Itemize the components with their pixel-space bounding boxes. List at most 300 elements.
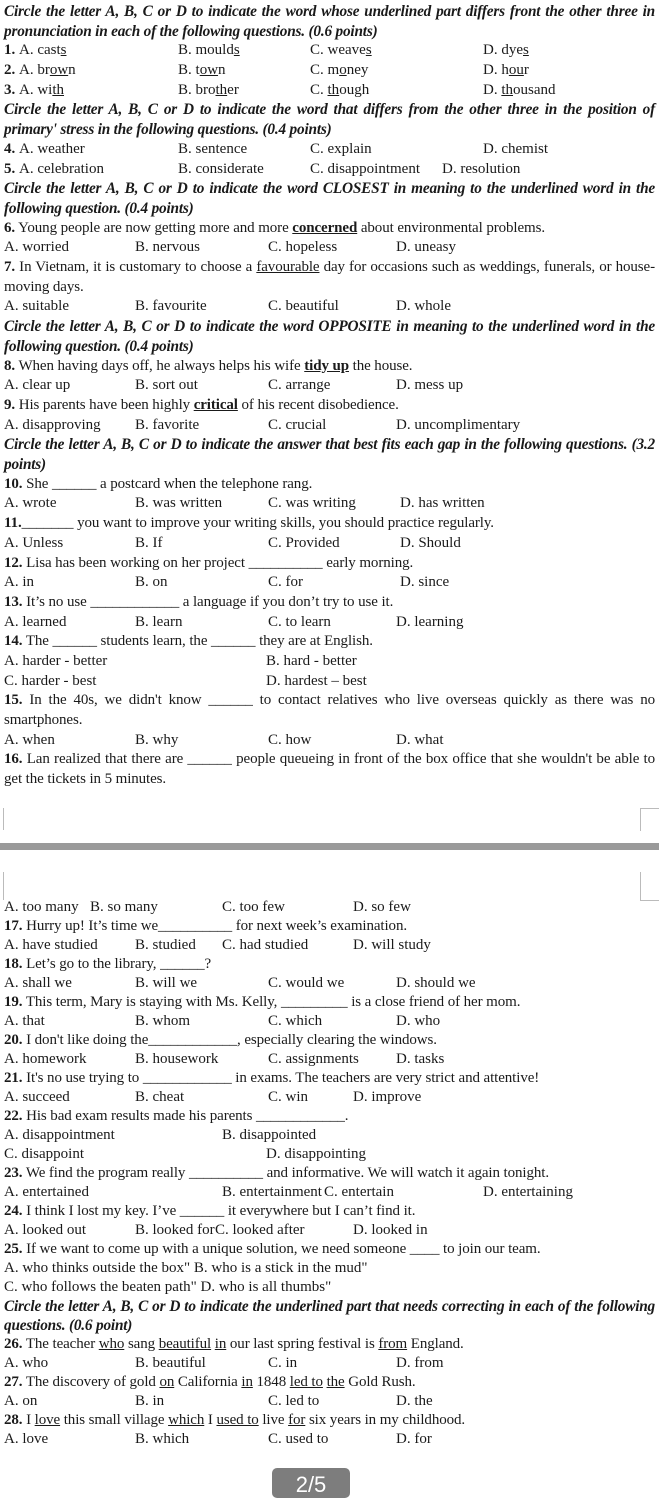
question-text-part: day for occasions such as weddings, funerals, or house-moving days. <box>4 259 655 295</box>
underlined-part: o <box>339 62 347 79</box>
question-text-part: I <box>204 1412 217 1428</box>
option-text: A. that <box>4 1013 45 1029</box>
option-text: n <box>68 62 76 79</box>
option-text: D. hardest – best <box>266 672 367 689</box>
option-text: D. from <box>396 1355 444 1371</box>
option-text: C. would we <box>268 975 345 991</box>
answer-option <box>4 1221 86 1240</box>
option-text: D. resolution <box>442 160 521 177</box>
question-text-part: We find the program really __________ and informative. We will watch it again tonight. <box>22 1165 549 1181</box>
answer-option <box>4 534 63 554</box>
question-text-part: It’s no use ____________ a language if you don’t try to use it. <box>22 593 394 610</box>
answer-option <box>135 1221 215 1240</box>
question-text-part: His bad exam results made his parents ____________. <box>22 1108 349 1124</box>
answer-options-row <box>0 936 659 955</box>
option-text: D. since <box>400 574 450 591</box>
underlined-word: in <box>241 1374 253 1390</box>
answer-option <box>135 731 178 751</box>
option-text: A. suitable <box>4 298 69 315</box>
option-text: C. looked after <box>215 1222 305 1238</box>
option-text: A. who <box>4 1355 49 1371</box>
option-text: B. on <box>135 574 168 591</box>
underlined-part: th <box>215 81 228 98</box>
answer-option <box>268 1430 328 1449</box>
option-text: D. tasks <box>396 1051 445 1067</box>
answer-option <box>268 1012 322 1031</box>
option-text: B. mould <box>178 42 234 59</box>
question-number: 27. <box>4 1374 23 1390</box>
option-text: C. who follows the beaten path" D. who is all thumbs" <box>4 1279 332 1295</box>
option-text: C. explain <box>310 140 372 157</box>
answer-option <box>222 1183 322 1202</box>
question-text <box>0 917 659 936</box>
question-text-part: His parents have been highly <box>15 396 194 413</box>
question-text-part: six years in my childhood. <box>305 1412 466 1428</box>
question-text-part: I don't like doing the____________, especially clearing the windows. <box>22 1032 437 1048</box>
option-text: B. considerate <box>178 160 264 177</box>
option-text: A. worried <box>4 239 69 256</box>
option-text: C. disappointment <box>310 160 420 177</box>
question-text-part: _______ you want to improve your writing skills, you should practice regularly. <box>21 515 494 532</box>
answer-option <box>4 1278 331 1297</box>
option-text: D. improve <box>353 1089 422 1105</box>
option-text: D. whole <box>396 298 451 315</box>
option-text: B. t <box>178 62 200 79</box>
option-text: ough <box>339 81 370 98</box>
question-text <box>0 475 659 495</box>
option-text: D. dye <box>483 42 523 59</box>
option-text: C. too few <box>222 899 285 915</box>
option-text: D. looked in <box>353 1222 428 1238</box>
answer-options-row <box>0 1088 659 1107</box>
answer-option <box>135 1050 218 1069</box>
answer-option <box>4 1183 89 1202</box>
underlined-part: ow <box>49 62 69 79</box>
answer-option <box>268 376 330 396</box>
question-number: 19. <box>4 994 23 1010</box>
answer-option <box>135 297 207 317</box>
question-text-part: 1848 <box>252 1374 290 1390</box>
question-text-part: It's no use trying to ____________ in exams. The teachers are very strict and attentive! <box>22 1070 540 1086</box>
answer-option <box>4 1050 87 1069</box>
answer-option <box>135 936 196 955</box>
option-text: B. whom <box>135 1013 191 1029</box>
answer-options-row <box>0 1221 659 1240</box>
answer-option <box>353 1088 421 1107</box>
question-text-part: Let’s go to the library, ______? <box>22 956 212 972</box>
option-text: A. disappointment <box>4 1127 115 1143</box>
answer-option <box>396 376 463 396</box>
question-number: 23. <box>4 1165 23 1181</box>
answer-option <box>268 1392 319 1411</box>
question-number: 9. <box>4 396 16 413</box>
question-text-part: Hurry up! It’s time we__________ for next week’s examination. <box>22 918 408 934</box>
option-text: A. who thinks outside the box" B. who is a stick in the mud" <box>4 1260 368 1276</box>
option-text: C. in <box>268 1355 298 1371</box>
question-text <box>0 396 659 416</box>
option-text: A. on <box>4 1393 38 1409</box>
answer-options-row <box>0 238 659 258</box>
option-text: A. too many <box>4 899 79 915</box>
question-number: 20. <box>4 1032 23 1048</box>
question-number: 22. <box>4 1108 23 1124</box>
option-text: B. housework <box>135 1051 219 1067</box>
answer-option <box>268 1354 297 1373</box>
answer-options-row <box>0 160 659 180</box>
underlined-part: ou <box>508 62 524 79</box>
underlined-word: from <box>378 1336 408 1352</box>
answer-option <box>268 974 344 993</box>
answer-option <box>353 936 431 955</box>
answer-option <box>268 1050 359 1069</box>
option-text: er <box>227 81 239 98</box>
answer-option <box>222 898 285 917</box>
question-text <box>0 1411 659 1430</box>
answer-option <box>4 613 66 633</box>
answer-option <box>310 61 368 81</box>
question-number: 17. <box>4 918 23 934</box>
answer-option <box>135 376 198 396</box>
answer-option <box>268 534 340 554</box>
answer-options-row <box>0 652 659 672</box>
question-number: 13. <box>4 593 23 610</box>
option-text: D. should we <box>396 975 476 991</box>
option-text: C. weave <box>310 42 366 59</box>
answer-option <box>310 81 369 101</box>
option-text: C. arrange <box>268 377 331 394</box>
question-number: 10. <box>4 475 23 492</box>
answer-options-row <box>0 1430 659 1449</box>
answer-options-row <box>0 731 659 751</box>
option-text: B. was written <box>135 495 223 512</box>
option-text: B. so many <box>90 899 158 915</box>
section-instruction: Circle the letter A, B, C or D to indicate the answer that best fits each gap in the following questions. (3.2 points) <box>4 436 655 474</box>
answer-option <box>178 160 264 180</box>
option-text: A. Unless <box>4 534 64 551</box>
question-text-part: If we want to come up with a unique solution, we need someone ____ to join our team. <box>22 1241 541 1257</box>
section-instruction: Circle the letter A, B, C or D to indicate the word OPPOSITE in meaning to the underlined word in the following question. (0.4 points) <box>4 318 655 355</box>
question-number: 3. <box>4 81 19 98</box>
answer-option <box>268 238 337 258</box>
section-instruction: Circle the letter A, B, C or D to indicate the underlined part that needs correcting in each of the following questions. (0.6 point) <box>4 1298 655 1334</box>
option-text: D. who <box>396 1013 441 1029</box>
option-text: C. led to <box>268 1393 320 1409</box>
option-text: B. studied <box>135 937 196 953</box>
option-text: A. homework <box>4 1051 87 1067</box>
answer-option <box>4 140 85 160</box>
answer-option <box>4 1354 48 1373</box>
question-number: 24. <box>4 1203 23 1219</box>
question-number: 21. <box>4 1070 23 1086</box>
answer-options-row <box>0 1354 659 1373</box>
option-text: A. shall we <box>4 975 72 991</box>
answer-option <box>483 81 556 101</box>
answer-option <box>4 1430 48 1449</box>
answer-option <box>268 573 303 593</box>
answer-option <box>266 652 357 672</box>
option-text: D. the <box>396 1393 433 1409</box>
option-text: B. If <box>135 534 163 551</box>
question-text-part: Gold Rush. <box>344 1374 416 1390</box>
option-text: B. looked for <box>135 1222 215 1238</box>
answer-option <box>268 416 326 436</box>
answer-option <box>135 1430 189 1449</box>
answer-options-row <box>0 297 659 317</box>
question-text <box>0 593 659 613</box>
question-text <box>0 1335 659 1354</box>
question-text-part: Lisa has been working on her project __________ early morning. <box>22 554 414 571</box>
underlined-part: th <box>327 81 340 98</box>
option-text: B. sort out <box>135 377 198 394</box>
option-text: A. wrote <box>4 495 57 512</box>
answer-option <box>266 1145 366 1164</box>
option-text: C. to learn <box>268 613 331 630</box>
question-text <box>0 1107 659 1126</box>
option-text: B. cheat <box>135 1089 185 1105</box>
answer-option <box>4 1012 45 1031</box>
answer-option <box>135 416 199 436</box>
underlined-part: ow <box>199 62 219 79</box>
option-text: A. looked out <box>4 1222 87 1238</box>
answer-option <box>353 1221 428 1240</box>
underlined-word: used to <box>216 1412 259 1428</box>
answer-option <box>90 898 158 917</box>
answer-option <box>400 494 485 514</box>
option-text: D. Should <box>400 534 461 551</box>
answer-option <box>135 238 200 258</box>
answer-option <box>483 1183 573 1202</box>
option-text: B. in <box>135 1393 165 1409</box>
section-instruction: Circle the letter A, B, C or D to indicate the word CLOSEST in meaning to the underlined word in the following question. (0.4 points) <box>4 180 655 217</box>
answer-options-row <box>0 1183 659 1202</box>
page-corner-mark <box>0 872 4 900</box>
question-number: 4. <box>4 140 19 157</box>
answer-option <box>396 1012 440 1031</box>
answer-option <box>396 416 520 436</box>
option-text: C. how <box>268 731 312 748</box>
option-text: D. what <box>396 731 444 748</box>
answer-option <box>396 238 456 258</box>
question-text-part: The discovery of gold <box>22 1374 160 1390</box>
answer-options-row <box>0 534 659 554</box>
answer-option <box>135 974 197 993</box>
answer-option <box>310 140 372 160</box>
underlined-word: led to <box>289 1374 323 1390</box>
answer-option <box>4 672 96 692</box>
question-text <box>0 1069 659 1088</box>
option-text: B. favourite <box>135 298 207 315</box>
underlined-word: tidy up <box>304 357 349 374</box>
answer-option <box>135 1392 164 1411</box>
option-text: ney <box>346 62 369 79</box>
option-text: B. bro <box>178 81 216 98</box>
option-text: C. crucial <box>268 416 327 433</box>
underlined-word: critical <box>193 396 238 413</box>
option-text: B. sentence <box>178 140 248 157</box>
option-text: B. which <box>135 1431 190 1447</box>
section-instruction: Circle the letter A, B, C or D to indicate the word that differs from the other three in the position of primary' stress in the following questions. (0.4 points) <box>4 101 655 139</box>
question-text-part: I think I lost my key. I’ve ______ it everywhere but I can’t find it. <box>22 1203 416 1219</box>
option-text: C. win <box>268 1089 309 1105</box>
answer-option <box>178 140 247 160</box>
underlined-part: s <box>523 42 529 59</box>
question-text <box>0 1240 659 1259</box>
answer-option <box>4 1088 70 1107</box>
answer-option <box>215 1221 305 1240</box>
answer-option <box>353 898 411 917</box>
question-text <box>0 1031 659 1050</box>
option-text: A. have studied <box>4 937 98 953</box>
question-text-part: In the 40s, we didn't know ______ to contact relatives who live overseas quickly as there was no smartphones. <box>4 692 655 729</box>
answer-option <box>135 613 182 633</box>
question-text <box>0 219 659 239</box>
question-number: 14. <box>4 633 23 650</box>
underlined-word: concerned <box>292 219 358 236</box>
underlined-word: on <box>159 1374 175 1390</box>
answer-option <box>483 61 529 81</box>
answer-option <box>178 41 240 61</box>
option-text: C. disappoint <box>4 1146 85 1162</box>
answer-options-row <box>0 974 659 993</box>
answer-option <box>4 731 55 751</box>
question-text-part: The ______ students learn, the ______ they are at English. <box>22 633 373 650</box>
answer-option <box>396 1430 432 1449</box>
answer-option <box>483 140 548 160</box>
answer-option <box>396 1392 433 1411</box>
option-text: A. in <box>4 574 34 591</box>
answer-options-row <box>0 898 659 917</box>
answer-option <box>266 672 367 692</box>
option-text: C. m <box>310 62 340 79</box>
question-text <box>0 632 659 652</box>
page-indicator: 2/5 <box>272 1468 350 1498</box>
question-number: 8. <box>4 357 16 374</box>
answer-option <box>310 41 372 61</box>
answer-option <box>396 1354 444 1373</box>
option-text: A. succeed <box>4 1089 70 1105</box>
underlined-word: which <box>168 1412 205 1428</box>
answer-option <box>400 534 461 554</box>
answer-option <box>4 974 72 993</box>
question-text-part: our last spring festival is <box>226 1336 379 1352</box>
question-text <box>0 1373 659 1392</box>
question-number: 15. <box>4 692 23 709</box>
answer-option <box>310 160 420 180</box>
answer-option <box>396 974 476 993</box>
option-text: D. for <box>396 1431 432 1447</box>
question-text-part: live <box>258 1412 289 1428</box>
question-text <box>0 1202 659 1221</box>
option-text: C. beautiful <box>268 298 339 315</box>
question-text-part: California <box>174 1374 242 1390</box>
question-text-part: This term, Mary is staying with Ms. Kelly, _________ is a close friend of her mom. <box>22 994 521 1010</box>
option-text: C. harder - best <box>4 672 97 689</box>
underlined-word: love <box>34 1412 61 1428</box>
question-number: 2. <box>4 62 19 79</box>
answer-options-row <box>0 494 659 514</box>
answer-option <box>4 494 57 514</box>
option-text: C. entertain <box>324 1184 394 1200</box>
document-page-1 <box>0 2 659 790</box>
option-text: A. when <box>4 731 55 748</box>
question-text-part: In Vietnam, it is customary to choose a <box>15 259 257 276</box>
underlined-word: beautiful <box>158 1336 212 1352</box>
question-text <box>0 691 659 730</box>
answer-options-row <box>0 416 659 436</box>
option-text: D. chemist <box>483 140 548 157</box>
answer-options-row <box>0 1259 659 1278</box>
question-number: 25. <box>4 1241 23 1257</box>
answer-option <box>400 573 449 593</box>
answer-option <box>135 1088 184 1107</box>
option-text: A. learned <box>4 613 67 630</box>
underlined-word: the <box>326 1374 345 1390</box>
question-text-part: about environmental problems. <box>357 219 545 236</box>
question-number: 7. <box>4 259 16 276</box>
question-text <box>0 1164 659 1183</box>
answer-options-row <box>0 613 659 633</box>
option-text: D. <box>483 81 502 98</box>
answer-options-row <box>0 1050 659 1069</box>
answer-options-row <box>0 140 659 160</box>
option-text: A. disapproving <box>4 416 101 433</box>
option-text: n <box>218 62 226 79</box>
answer-options-row <box>0 1126 659 1145</box>
option-text: A. weather <box>19 140 85 157</box>
answer-option <box>396 297 451 317</box>
answer-option <box>4 160 104 180</box>
answer-option <box>4 573 34 593</box>
option-text: A. celebration <box>19 160 104 177</box>
option-text: C. hopeless <box>268 239 338 256</box>
question-text <box>0 357 659 377</box>
underlined-word: who <box>98 1336 125 1352</box>
question-text-part: the house. <box>348 357 413 374</box>
question-number: 6. <box>4 219 16 236</box>
answer-option <box>4 416 101 436</box>
option-text: C. <box>310 81 328 98</box>
answer-options-row <box>0 1145 659 1164</box>
answer-option <box>4 376 70 396</box>
question-number: 12. <box>4 554 23 571</box>
option-text: D. disappointing <box>266 1146 366 1162</box>
question-text-part: England. <box>407 1336 464 1352</box>
question-text <box>0 955 659 974</box>
question-text-part: She ______ a postcard when the telephone rang. <box>22 475 313 492</box>
question-number: 28. <box>4 1412 23 1428</box>
underlined-word: in <box>214 1336 227 1352</box>
answer-option <box>442 160 520 180</box>
option-text: C. assignments <box>268 1051 359 1067</box>
underlined-part: th <box>52 81 65 98</box>
answer-option <box>268 731 311 751</box>
answer-options-row <box>0 61 659 81</box>
option-text: B. beautiful <box>135 1355 206 1371</box>
answer-option <box>222 936 308 955</box>
answer-option <box>178 81 239 101</box>
option-text: D. uneasy <box>396 239 456 256</box>
question-text <box>0 993 659 1012</box>
option-text: B. favorite <box>135 416 200 433</box>
answer-options-row <box>0 376 659 396</box>
answer-option <box>135 1012 190 1031</box>
answer-option <box>396 731 444 751</box>
answer-option <box>4 1259 367 1278</box>
option-text: D. h <box>483 62 509 79</box>
answer-option <box>135 534 163 554</box>
option-text: B. hard - better <box>266 653 357 669</box>
page-separator <box>0 843 659 850</box>
